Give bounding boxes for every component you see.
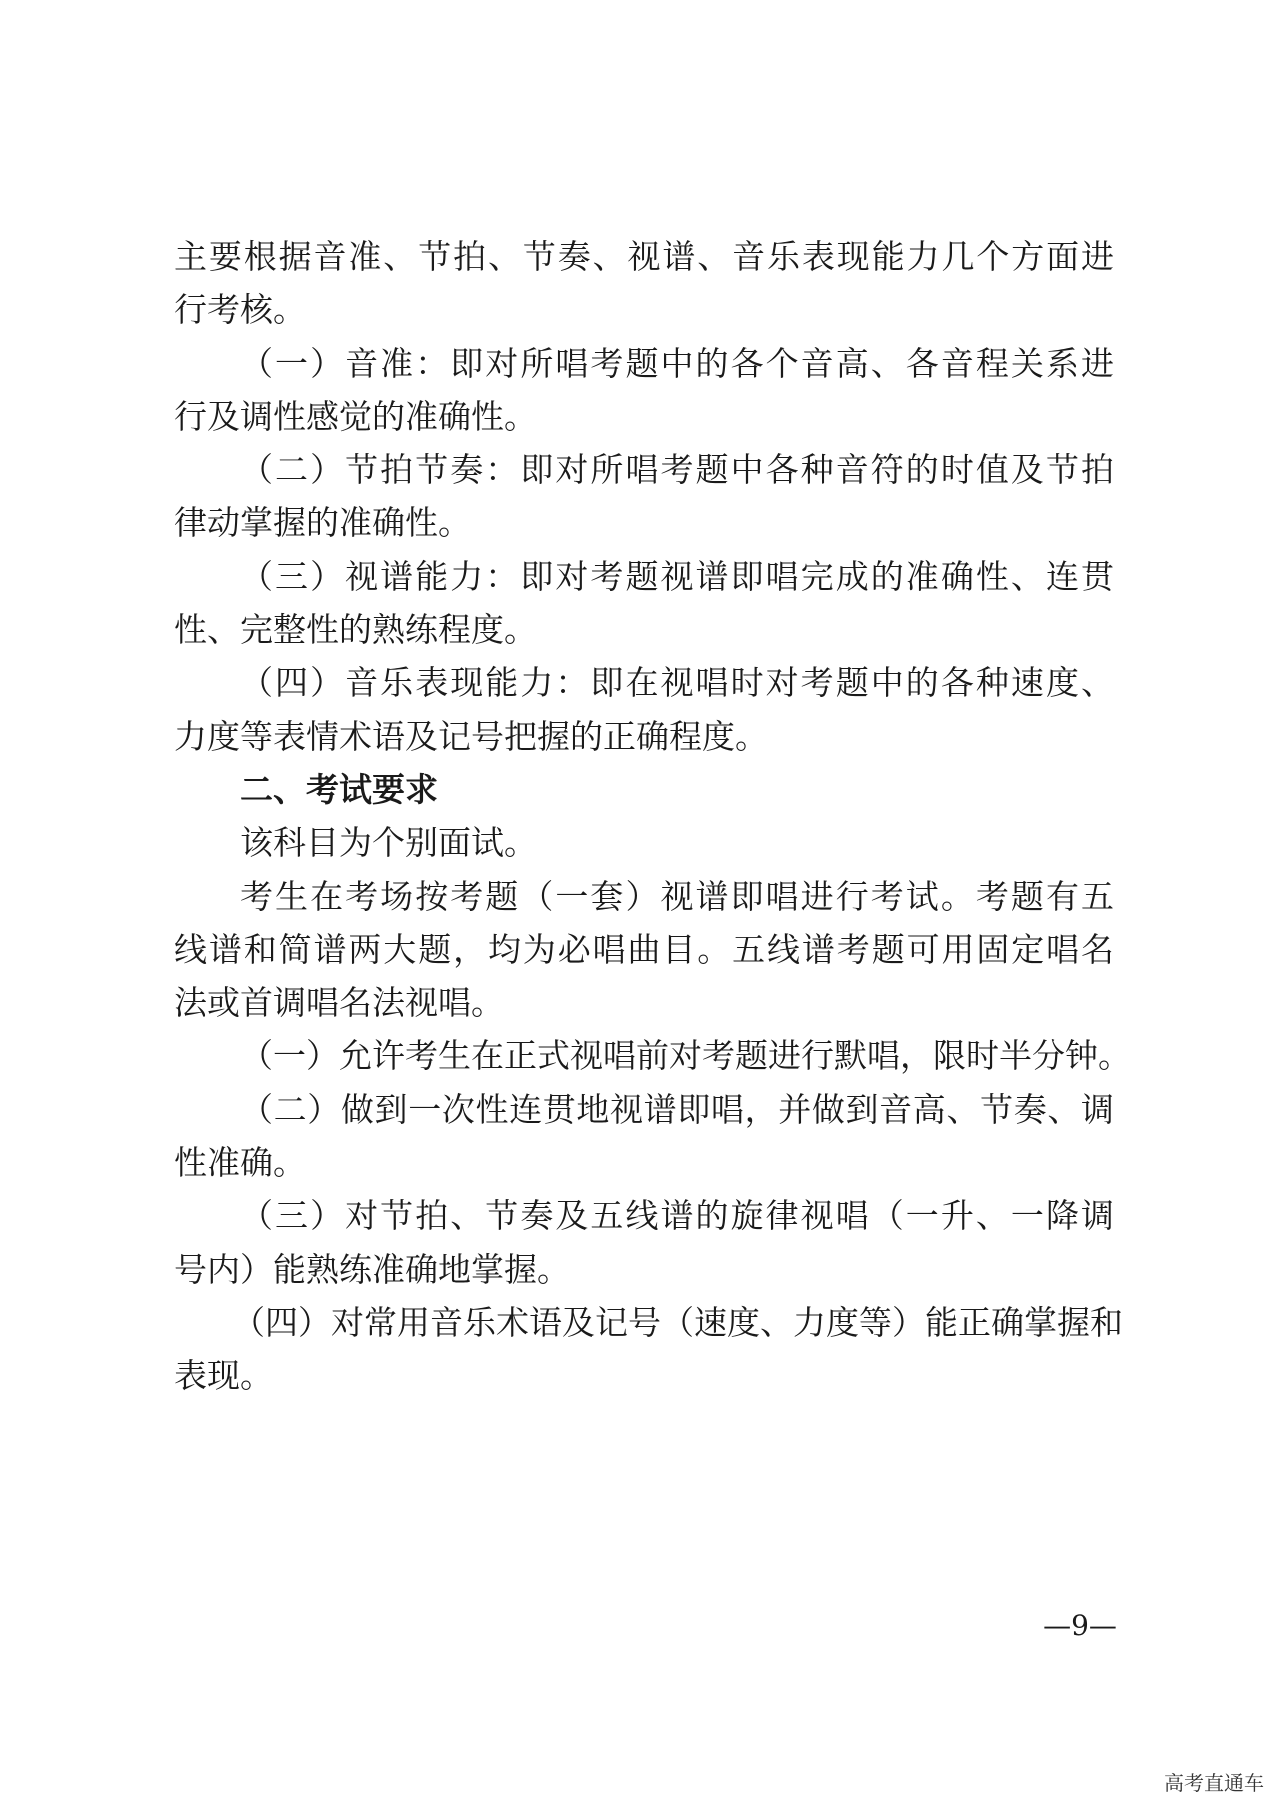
text-line: （一）音准：即对所唱考题中的各个音高、各音程关系进	[240, 343, 1114, 383]
text-line: （四）音乐表现能力：即在视唱时对考题中的各种速度、	[240, 663, 1114, 703]
text-line: 行及调性感觉的准确性。	[174, 396, 537, 436]
section-heading: 二、考试要求	[240, 769, 438, 809]
text-line: （二）做到一次性连贯地视谱即唱，并做到音高、节奏、调	[240, 1089, 1114, 1129]
text-line: 考生在考场按考题（一套）视谱即唱进行考试。考题有五	[240, 876, 1114, 916]
text-line: 律动掌握的准确性。	[174, 503, 471, 543]
text-line: 线谱和简谱两大题，均为必唱曲目。五线谱考题可用固定唱名	[174, 929, 1114, 969]
text-line: 法或首调唱名法视唱。	[174, 983, 504, 1023]
text-line: 号内）能熟练准确地掌握。	[174, 1249, 570, 1289]
text-line: 行考核。	[174, 290, 306, 330]
watermark: 高考直通车	[1164, 1771, 1264, 1795]
text-line: 性准确。	[174, 1143, 306, 1183]
text-line: （三）视谱能力：即对考题视谱即唱完成的准确性、连贯	[240, 556, 1114, 596]
text-line: （一）允许考生在正式视唱前对考题进行默唱，限时半分钟。	[240, 1036, 1131, 1076]
text-line: 性、完整性的熟练程度。	[174, 610, 537, 650]
text-line: （四）对常用音乐术语及记号（速度、力度等）能正确掌握和	[232, 1302, 1123, 1342]
text-line: （二）节拍节奏：即对所唱考题中各种音符的时值及节拍	[240, 450, 1114, 490]
text-line: （三）对节拍、节奏及五线谱的旋律视唱（一升、一降调	[240, 1196, 1114, 1236]
text-line: 表现。	[174, 1356, 273, 1396]
text-line: 该科目为个别面试。	[240, 823, 537, 863]
text-line: 力度等表情术语及记号把握的正确程度。	[174, 716, 768, 756]
text-line: 主要根据音准、节拍、节奏、视谱、音乐表现能力几个方面进	[174, 237, 1114, 276]
page-number: —9—	[1043, 1609, 1117, 1642]
document-body	[174, 230, 1131, 1403]
